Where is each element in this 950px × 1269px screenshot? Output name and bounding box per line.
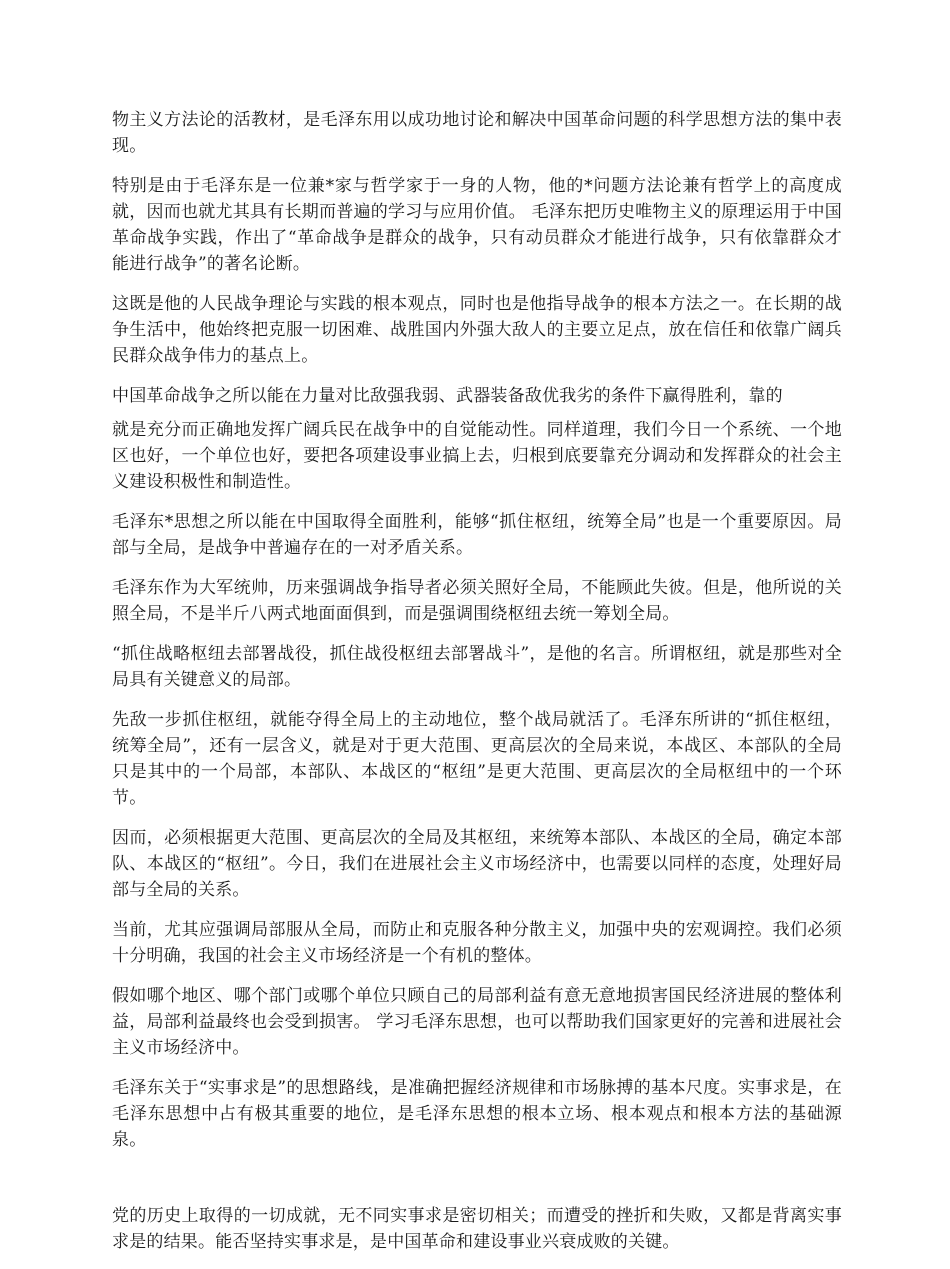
- paragraph: 这既是他的人民战争理论与实践的根本观点，同时也是他指导战争的根本方法之一。在长期的战争生活中，他始终把克服一切困难、战胜国内外强大敌人的主要立足点，放在信任和依靠广阔兵民群众战争伟力的基点上。: [112, 294, 842, 366]
- paragraph: 物主义方法论的活教材，是毛泽东用以成功地讨论和解决中国革命问题的科学思想方法的集中表现。: [112, 110, 842, 156]
- paragraph: 就是充分而正确地发挥广阔兵民在战争中的自觉能动性。同样道理，我们今日一个系统、一个地区也好，一个单位也好，要把各项建设事业搞上去，归根到底要靠充分调动和发挥群众的社会主义建设积极性和制造性。: [112, 420, 842, 492]
- paragraph: 假如哪个地区、哪个部门或哪个单位只顾自己的局部利益有意无意地损害国民经济进展的整体利益，局部利益最终也会受到损害。 学习毛泽东思想，也可以帮助我们国家更好的完善和进展社会主义市场经济中。: [112, 986, 842, 1058]
- paragraph: 党的历史上取得的一切成就，无不同实事求是密切相关；而遭受的挫折和失败，又都是背离实事求是的结果。能否坚持实事求是，是中国革命和建设事业兴衰成败的关键。: [112, 1206, 842, 1252]
- paragraph: 毛泽东作为大军统帅，历来强调战争指导者必须关照好全局，不能顾此失彼。但是，他所说的关照全局，不是半斤八两式地面面俱到，而是强调围绕枢纽去统一筹划全局。: [112, 578, 842, 624]
- paragraph: 毛泽东关于“实事求是”的思想路线，是准确把握经济规律和市场脉搏的基本尺度。实事求是，在毛泽东思想中占有极其重要的地位，是毛泽东思想的根本立场、根本观点和根本方法的基础源泉。: [112, 1078, 842, 1150]
- paragraph: 特别是由于毛泽东是一位兼*家与哲学家于一身的人物，他的*问题方法论兼有哲学上的高度成就，因而也就尤其具有长期而普遍的学习与应用价值。 毛泽东把历史唯物主义的原理运用于中国革命战争实践，作出了“革命战争是群众的战争，只有动员群众才能进行战争，只有依靠群众才能进行战争”的著名论断。: [112, 176, 842, 274]
- paragraph: 先敌一步抓住枢纽，就能夺得全局上的主动地位，整个战局就活了。毛泽东所讲的“抓住枢纽，统筹全局”，还有一层含义，就是对于更大范围、更高层次的全局来说，本战区、本部队的全局只是其中的一个局部，本部队、本战区的“枢纽”是更大范围、更高层次的全局枢纽中的一个环节。: [112, 710, 842, 808]
- paragraph: 当前，尤其应强调局部服从全局，而防止和克服各种分散主义，加强中央的宏观调控。我们必须十分明确，我国的社会主义市场经济是一个有机的整体。: [112, 920, 842, 966]
- document-body: [112, 107, 842, 1269]
- paragraph: “抓住战略枢纽去部署战役，抓住战役枢纽去部署战斗”，是他的名言。所谓枢纽，就是那些对全局具有关键意义的局部。: [112, 644, 842, 690]
- paragraph: 中国革命战争之所以能在力量对比敌强我弱、武器装备敌优我劣的条件下赢得胜利，靠的: [112, 386, 783, 406]
- paragraph: 因而，必须根据更大范围、更高层次的全局及其枢纽，来统筹本部队、本战区的全局，确定本部队、本战区的“枢纽”。今日，我们在进展社会主义市场经济中，也需要以同样的态度，处理好局部与全局的关系。: [112, 828, 842, 900]
- paragraph: 毛泽东*思想之所以能在中国取得全面胜利，能够“抓住枢纽，统筹全局”也是一个重要原因。局部与全局，是战争中普遍存在的一对矛盾关系。: [112, 512, 842, 558]
